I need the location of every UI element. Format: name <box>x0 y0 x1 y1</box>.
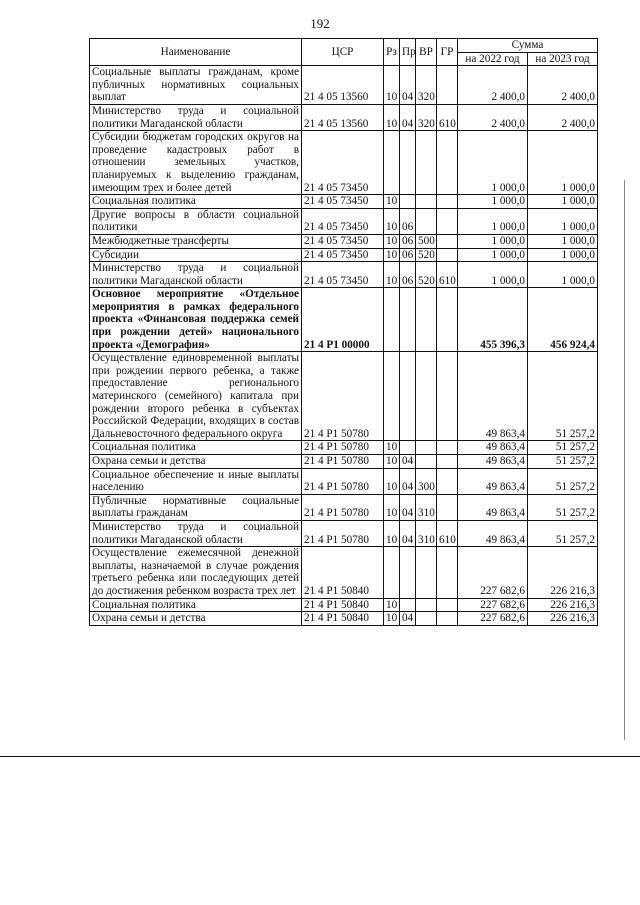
row-gr <box>437 547 458 598</box>
row-csr: 21 4 05 73450 <box>302 131 384 195</box>
row-amount-2022: 1 000,0 <box>458 195 528 209</box>
row-rz <box>384 131 400 195</box>
row-name: Основное мероприятие «Отдельное мероприятия в рамках федерального проекта «Финансовая поддержка семей при рождении детей» национального проекта «Демография» <box>90 288 302 352</box>
table-row <box>90 288 598 352</box>
row-gr <box>437 234 458 248</box>
page-bottom-rule <box>0 756 640 757</box>
row-name: Министерство труда и социальной политики Магаданской области <box>90 262 302 288</box>
row-gr: 610 <box>437 262 458 288</box>
row-name: Социальная политика <box>90 195 302 209</box>
row-gr <box>437 468 458 494</box>
row-gr <box>437 441 458 455</box>
row-amount-2023: 51 257,2 <box>528 455 598 469</box>
row-vr <box>416 195 437 209</box>
row-name: Осуществление ежемесячной денежной выплаты, назначаемой в случае рождения третьего ребенка или последующих детей до достижения ребенком возраста трех лет <box>90 547 302 598</box>
row-csr: 21 4 P1 50780 <box>302 455 384 469</box>
row-vr: 520 <box>416 262 437 288</box>
row-rz: 10 <box>384 248 400 262</box>
table-header <box>90 39 598 66</box>
row-gr <box>437 288 458 352</box>
row-rz: 10 <box>384 104 400 130</box>
row-amount-2023: 1 000,0 <box>528 208 598 234</box>
row-rz: 10 <box>384 520 400 546</box>
row-gr <box>437 598 458 612</box>
budget-table <box>89 38 598 626</box>
row-vr <box>416 208 437 234</box>
row-name: Министерство труда и социальной политики Магаданской области <box>90 104 302 130</box>
row-gr <box>437 612 458 626</box>
row-csr: 21 4 P1 50840 <box>302 547 384 598</box>
row-gr: 610 <box>437 520 458 546</box>
row-csr: 21 4 05 73450 <box>302 234 384 248</box>
row-amount-2023: 226 216,3 <box>528 598 598 612</box>
row-pr: 06 <box>400 248 416 262</box>
row-rz: 10 <box>384 612 400 626</box>
table-row <box>90 547 598 598</box>
row-vr: 320 <box>416 104 437 130</box>
row-amount-2022: 227 682,6 <box>458 598 528 612</box>
row-gr <box>437 494 458 520</box>
row-pr <box>400 288 416 352</box>
row-vr: 320 <box>416 66 437 105</box>
row-amount-2023: 1 000,0 <box>528 131 598 195</box>
row-pr: 04 <box>400 455 416 469</box>
row-vr <box>416 441 437 455</box>
row-name: Социальная политика <box>90 441 302 455</box>
row-amount-2022: 1 000,0 <box>458 131 528 195</box>
row-rz <box>384 352 400 441</box>
row-rz: 10 <box>384 598 400 612</box>
row-amount-2022: 227 682,6 <box>458 612 528 626</box>
row-csr: 21 4 P1 50840 <box>302 612 384 626</box>
row-csr: 21 4 05 73450 <box>302 248 384 262</box>
table-row <box>90 520 598 546</box>
table-row <box>90 455 598 469</box>
row-rz: 10 <box>384 262 400 288</box>
row-gr <box>437 455 458 469</box>
row-amount-2023: 2 400,0 <box>528 104 598 130</box>
row-amount-2022: 1 000,0 <box>458 248 528 262</box>
row-csr: 21 4 05 73450 <box>302 195 384 209</box>
row-csr: 21 4 05 73450 <box>302 262 384 288</box>
row-name: Публичные нормативные социальные выплаты гражданам <box>90 494 302 520</box>
row-csr: 21 4 P1 50780 <box>302 494 384 520</box>
row-amount-2023: 51 257,2 <box>528 520 598 546</box>
row-vr <box>416 612 437 626</box>
row-vr: 310 <box>416 520 437 546</box>
header-vr: ВР <box>416 39 437 66</box>
row-pr: 04 <box>400 468 416 494</box>
row-amount-2023: 2 400,0 <box>528 66 598 105</box>
table-body <box>90 66 598 626</box>
row-pr: 04 <box>400 612 416 626</box>
row-csr: 21 4 P1 50780 <box>302 468 384 494</box>
row-rz: 10 <box>384 455 400 469</box>
header-sum: Сумма <box>458 39 598 53</box>
row-gr <box>437 195 458 209</box>
row-vr <box>416 131 437 195</box>
row-amount-2022: 1 000,0 <box>458 262 528 288</box>
row-pr: 04 <box>400 520 416 546</box>
row-name: Министерство труда и социальной политики Магаданской области <box>90 520 302 546</box>
table-row <box>90 262 598 288</box>
row-rz: 10 <box>384 195 400 209</box>
row-csr: 21 4 P1 50840 <box>302 598 384 612</box>
row-amount-2023: 226 216,3 <box>528 547 598 598</box>
table-row <box>90 494 598 520</box>
header-gr: ГР <box>437 39 458 66</box>
row-pr <box>400 352 416 441</box>
table-row <box>90 441 598 455</box>
row-gr: 610 <box>437 104 458 130</box>
row-amount-2023: 51 257,2 <box>528 494 598 520</box>
row-name: Социальная политика <box>90 598 302 612</box>
header-year-2023: на 2023 год <box>528 52 598 66</box>
row-name: Социальное обеспечение и иные выплаты населению <box>90 468 302 494</box>
row-rz <box>384 547 400 598</box>
row-vr: 300 <box>416 468 437 494</box>
row-pr: 04 <box>400 494 416 520</box>
row-vr: 520 <box>416 248 437 262</box>
row-vr: 310 <box>416 494 437 520</box>
header-pr: Пр <box>400 39 416 66</box>
row-amount-2022: 49 863,4 <box>458 441 528 455</box>
row-vr <box>416 598 437 612</box>
row-name: Охрана семьи и детства <box>90 612 302 626</box>
row-name: Субсидии бюджетам городских округов на проведение кадастровых работ в отношении земельных участков, планируемых к выделению гражданам, имеющим трех и более детей <box>90 131 302 195</box>
row-pr: 04 <box>400 66 416 105</box>
row-pr <box>400 547 416 598</box>
row-name: Субсидии <box>90 248 302 262</box>
header-rz: Рз <box>384 39 400 66</box>
row-amount-2023: 51 257,2 <box>528 468 598 494</box>
row-csr: 21 4 P1 00000 <box>302 288 384 352</box>
row-pr <box>400 441 416 455</box>
row-pr: 04 <box>400 104 416 130</box>
row-gr <box>437 248 458 262</box>
row-csr: 21 4 05 13560 <box>302 104 384 130</box>
row-rz: 10 <box>384 441 400 455</box>
row-rz: 10 <box>384 66 400 105</box>
page-number: 192 <box>310 16 330 31</box>
row-amount-2022: 1 000,0 <box>458 208 528 234</box>
table-row <box>90 612 598 626</box>
row-gr <box>437 208 458 234</box>
row-name: Межбюджетные трансферты <box>90 234 302 248</box>
header-csr: ЦСР <box>302 39 384 66</box>
row-vr <box>416 547 437 598</box>
row-gr <box>437 352 458 441</box>
row-amount-2023: 51 257,2 <box>528 352 598 441</box>
row-amount-2023: 1 000,0 <box>528 262 598 288</box>
row-amount-2022: 1 000,0 <box>458 234 528 248</box>
row-pr: 06 <box>400 208 416 234</box>
row-csr: 21 4 05 13560 <box>302 66 384 105</box>
table-row <box>90 468 598 494</box>
row-pr <box>400 131 416 195</box>
row-vr <box>416 288 437 352</box>
row-csr: 21 4 P1 50780 <box>302 520 384 546</box>
row-gr <box>437 66 458 105</box>
table-row <box>90 131 598 195</box>
row-amount-2022: 455 396,3 <box>458 288 528 352</box>
row-vr <box>416 455 437 469</box>
row-amount-2023: 226 216,3 <box>528 612 598 626</box>
row-name: Охрана семьи и детства <box>90 455 302 469</box>
row-pr: 06 <box>400 262 416 288</box>
row-csr: 21 4 P1 50780 <box>302 352 384 441</box>
header-year-2022: на 2022 год <box>458 52 528 66</box>
row-pr <box>400 598 416 612</box>
row-rz <box>384 288 400 352</box>
row-rz: 10 <box>384 234 400 248</box>
table-row <box>90 234 598 248</box>
row-vr <box>416 352 437 441</box>
row-csr: 21 4 P1 50780 <box>302 441 384 455</box>
header-name: Наименование <box>90 39 302 66</box>
row-amount-2022: 49 863,4 <box>458 520 528 546</box>
row-gr <box>437 131 458 195</box>
row-rz: 10 <box>384 494 400 520</box>
row-amount-2023: 1 000,0 <box>528 234 598 248</box>
row-amount-2022: 49 863,4 <box>458 352 528 441</box>
row-amount-2022: 2 400,0 <box>458 66 528 105</box>
row-amount-2022: 2 400,0 <box>458 104 528 130</box>
row-name: Другие вопросы в области социальной политики <box>90 208 302 234</box>
table-row <box>90 195 598 209</box>
row-rz: 10 <box>384 468 400 494</box>
scan-margin-line <box>624 180 625 740</box>
row-pr <box>400 195 416 209</box>
row-name: Социальные выплаты гражданам, кроме публичных нормативных социальных выплат <box>90 66 302 105</box>
table-row <box>90 598 598 612</box>
row-amount-2022: 49 863,4 <box>458 494 528 520</box>
table-row <box>90 208 598 234</box>
row-rz: 10 <box>384 208 400 234</box>
row-name: Осуществление единовременной выплаты при рождении первого ребенка, а также предоставление регионального материнского (семейного) капитала при рождении второго ребенка в субъектах Российской Федерации, входящих в состав Дальневосточного федерального округа <box>90 352 302 441</box>
table-row <box>90 248 598 262</box>
row-vr: 500 <box>416 234 437 248</box>
row-pr: 06 <box>400 234 416 248</box>
row-amount-2023: 1 000,0 <box>528 195 598 209</box>
row-amount-2022: 49 863,4 <box>458 468 528 494</box>
table-row <box>90 104 598 130</box>
row-amount-2023: 456 924,4 <box>528 288 598 352</box>
row-amount-2023: 1 000,0 <box>528 248 598 262</box>
table-row <box>90 66 598 105</box>
row-amount-2023: 51 257,2 <box>528 441 598 455</box>
row-amount-2022: 49 863,4 <box>458 455 528 469</box>
row-amount-2022: 227 682,6 <box>458 547 528 598</box>
row-csr: 21 4 05 73450 <box>302 208 384 234</box>
table-row <box>90 352 598 441</box>
